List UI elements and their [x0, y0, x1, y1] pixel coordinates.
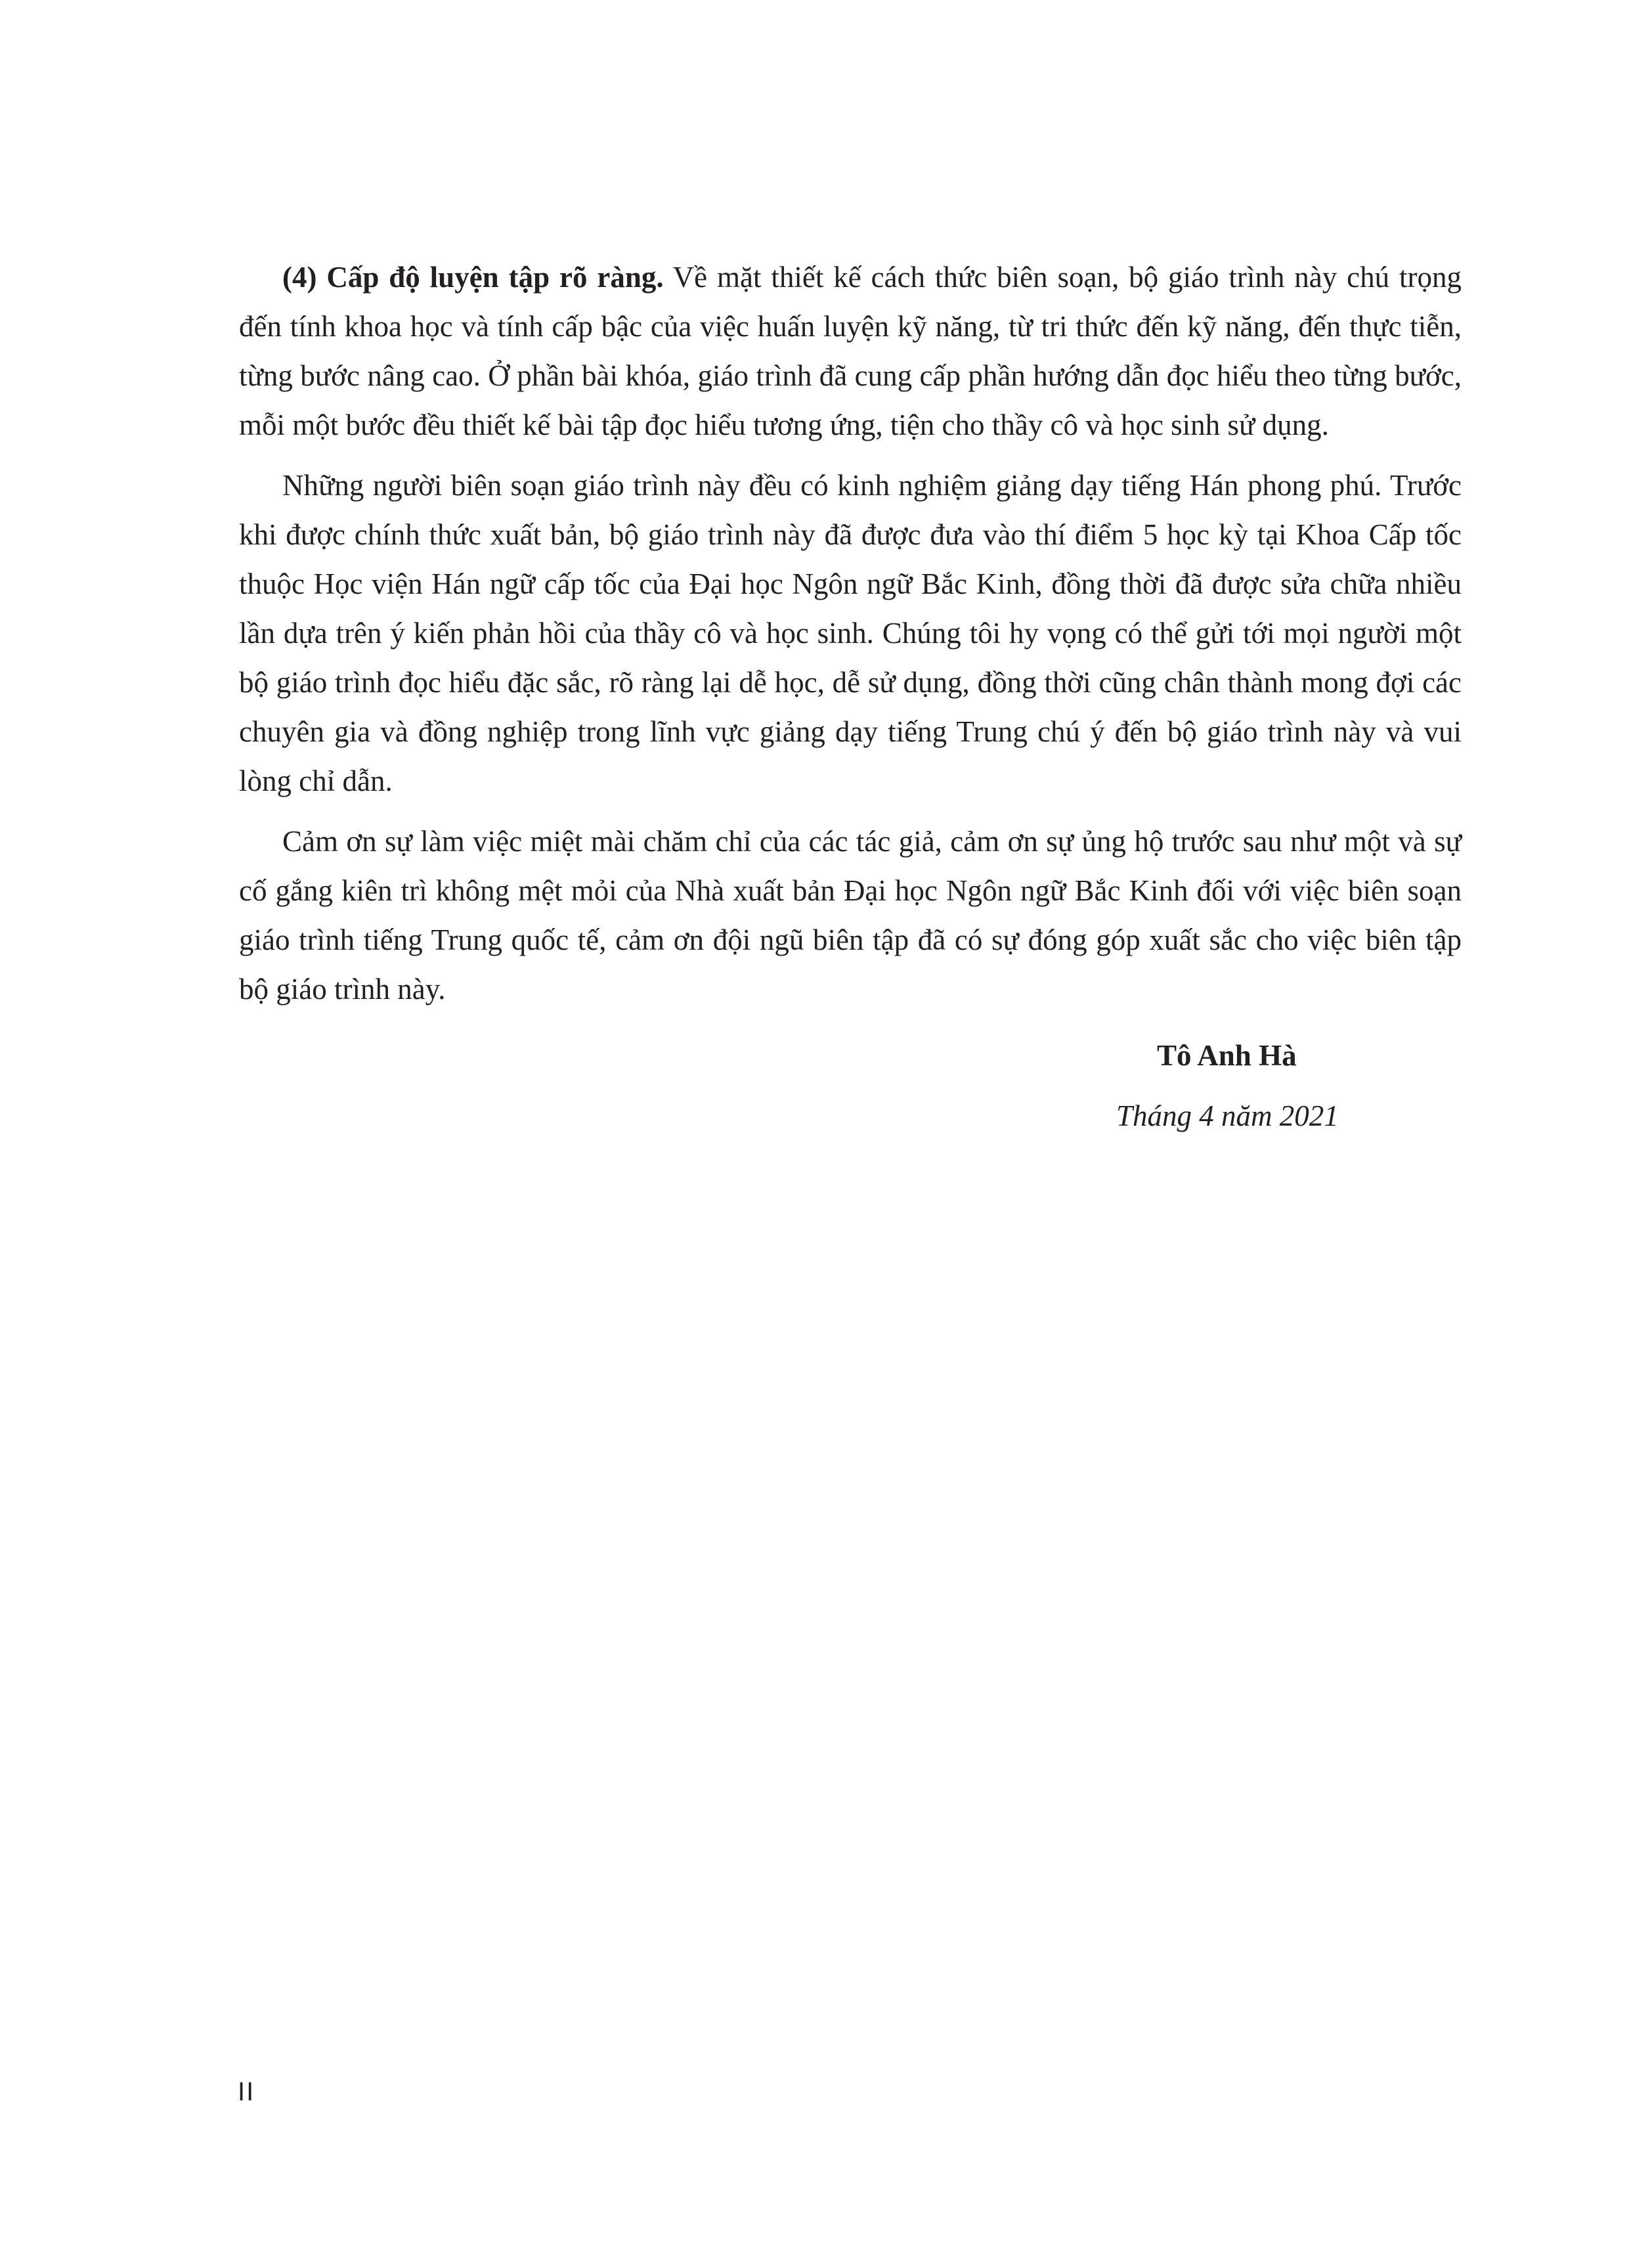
document-body: [239, 253, 1462, 1025]
page-number: II: [238, 2077, 255, 2106]
paragraph-text: Về mặt thiết kế cách thức biên soạn, bộ giáo trình này chú trọng đến tính khoa học và tính cấp bậc của việc huấn luyện kỹ năng, từ tri thức đến kỹ năng, đến thực tiễn, từng bước nâng cao. Ở phần bài khóa, giáo trình đã cung cấp phần hướng dẫn đọc hiểu theo từng bước, mỗi một bước đều thiết kế bài tập đọc hiểu tương ứng, tiện cho thầy cô và học sinh sử dụng.: [239, 261, 1462, 441]
signature-block: [1116, 1031, 1392, 1141]
signature-date: Tháng 4 năm 2021: [1116, 1099, 1339, 1132]
paragraph-authors-experience: Những người biên soạn giáo trình này đều có kinh nghiệm giảng dạy tiếng Hán phong phú. Trước khi được chính thức xuất bản, bộ giáo trình này đã được đưa vào thí điểm 5 học kỳ tại Khoa Cấp tốc thuộc Học viện Hán ngữ cấp tốc của Đại học Ngôn ngữ Bắc Kinh, đồng thời đã được sửa chữa nhiều lần dựa trên ý kiến phản hồi của thầy cô và học sinh. Chúng tôi hy vọng có thể gửi tới mọi người một bộ giáo trình đọc hiểu đặc sắc, rõ ràng lại dễ học, dễ sử dụng, đồng thời cũng chân thành mong đợi các chuyên gia và đồng nghiệp trong lĩnh vực giảng dạy tiếng Trung chú ý đến bộ giáo trình này và vui lòng chỉ dẫn.: [239, 469, 1462, 797]
paragraph-practice-levels: [239, 253, 1462, 450]
paragraph-acknowledgements: Cảm ơn sự làm việc miệt mài chăm chỉ của các tác giả, cảm ơn sự ủng hộ trước sau như một và sự cố gắng kiên trì không mệt mỏi của Nhà xuất bản Đại học Ngôn ngữ Bắc Kinh đối với việc biên soạn giáo trình tiếng Trung quốc tế, cảm ơn đội ngũ biên tập đã có sự đóng góp xuất sắc cho việc biên tập bộ giáo trình này.: [239, 825, 1462, 1006]
paragraph-lead-heading: (4) Cấp độ luyện tập rõ ràng.: [282, 261, 664, 294]
signature-author: Tô Anh Hà: [1157, 1039, 1297, 1072]
